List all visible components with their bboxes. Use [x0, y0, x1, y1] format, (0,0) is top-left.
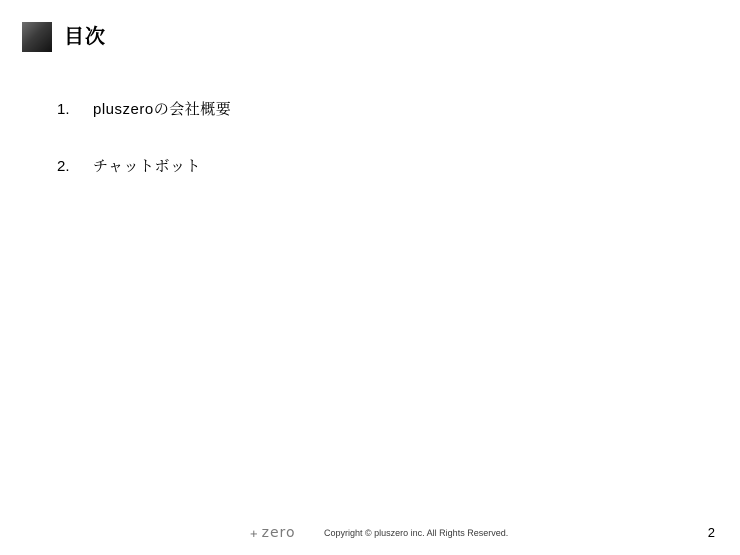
page-number: 2 [707, 525, 715, 540]
agenda-item-number: 2. [57, 158, 70, 175]
agenda-item-label: pluszeroの会社概要 [93, 101, 232, 118]
plus-icon: + [250, 525, 259, 541]
pluszero-logo [250, 525, 296, 541]
list-item [57, 155, 657, 176]
slide-title-row [22, 22, 106, 52]
list-item [57, 98, 657, 119]
title-marker-icon [22, 22, 52, 52]
copyright-text: Copyright © pluszero inc. All Rights Reserved. [324, 528, 509, 538]
agenda-item-number: 1. [57, 101, 70, 118]
slide-footer [0, 519, 740, 541]
agenda-item-label: チャットボット [93, 158, 202, 175]
logo-wordmark: zero [261, 525, 296, 541]
agenda-list [57, 98, 657, 212]
page-title: 目次 [64, 26, 106, 48]
